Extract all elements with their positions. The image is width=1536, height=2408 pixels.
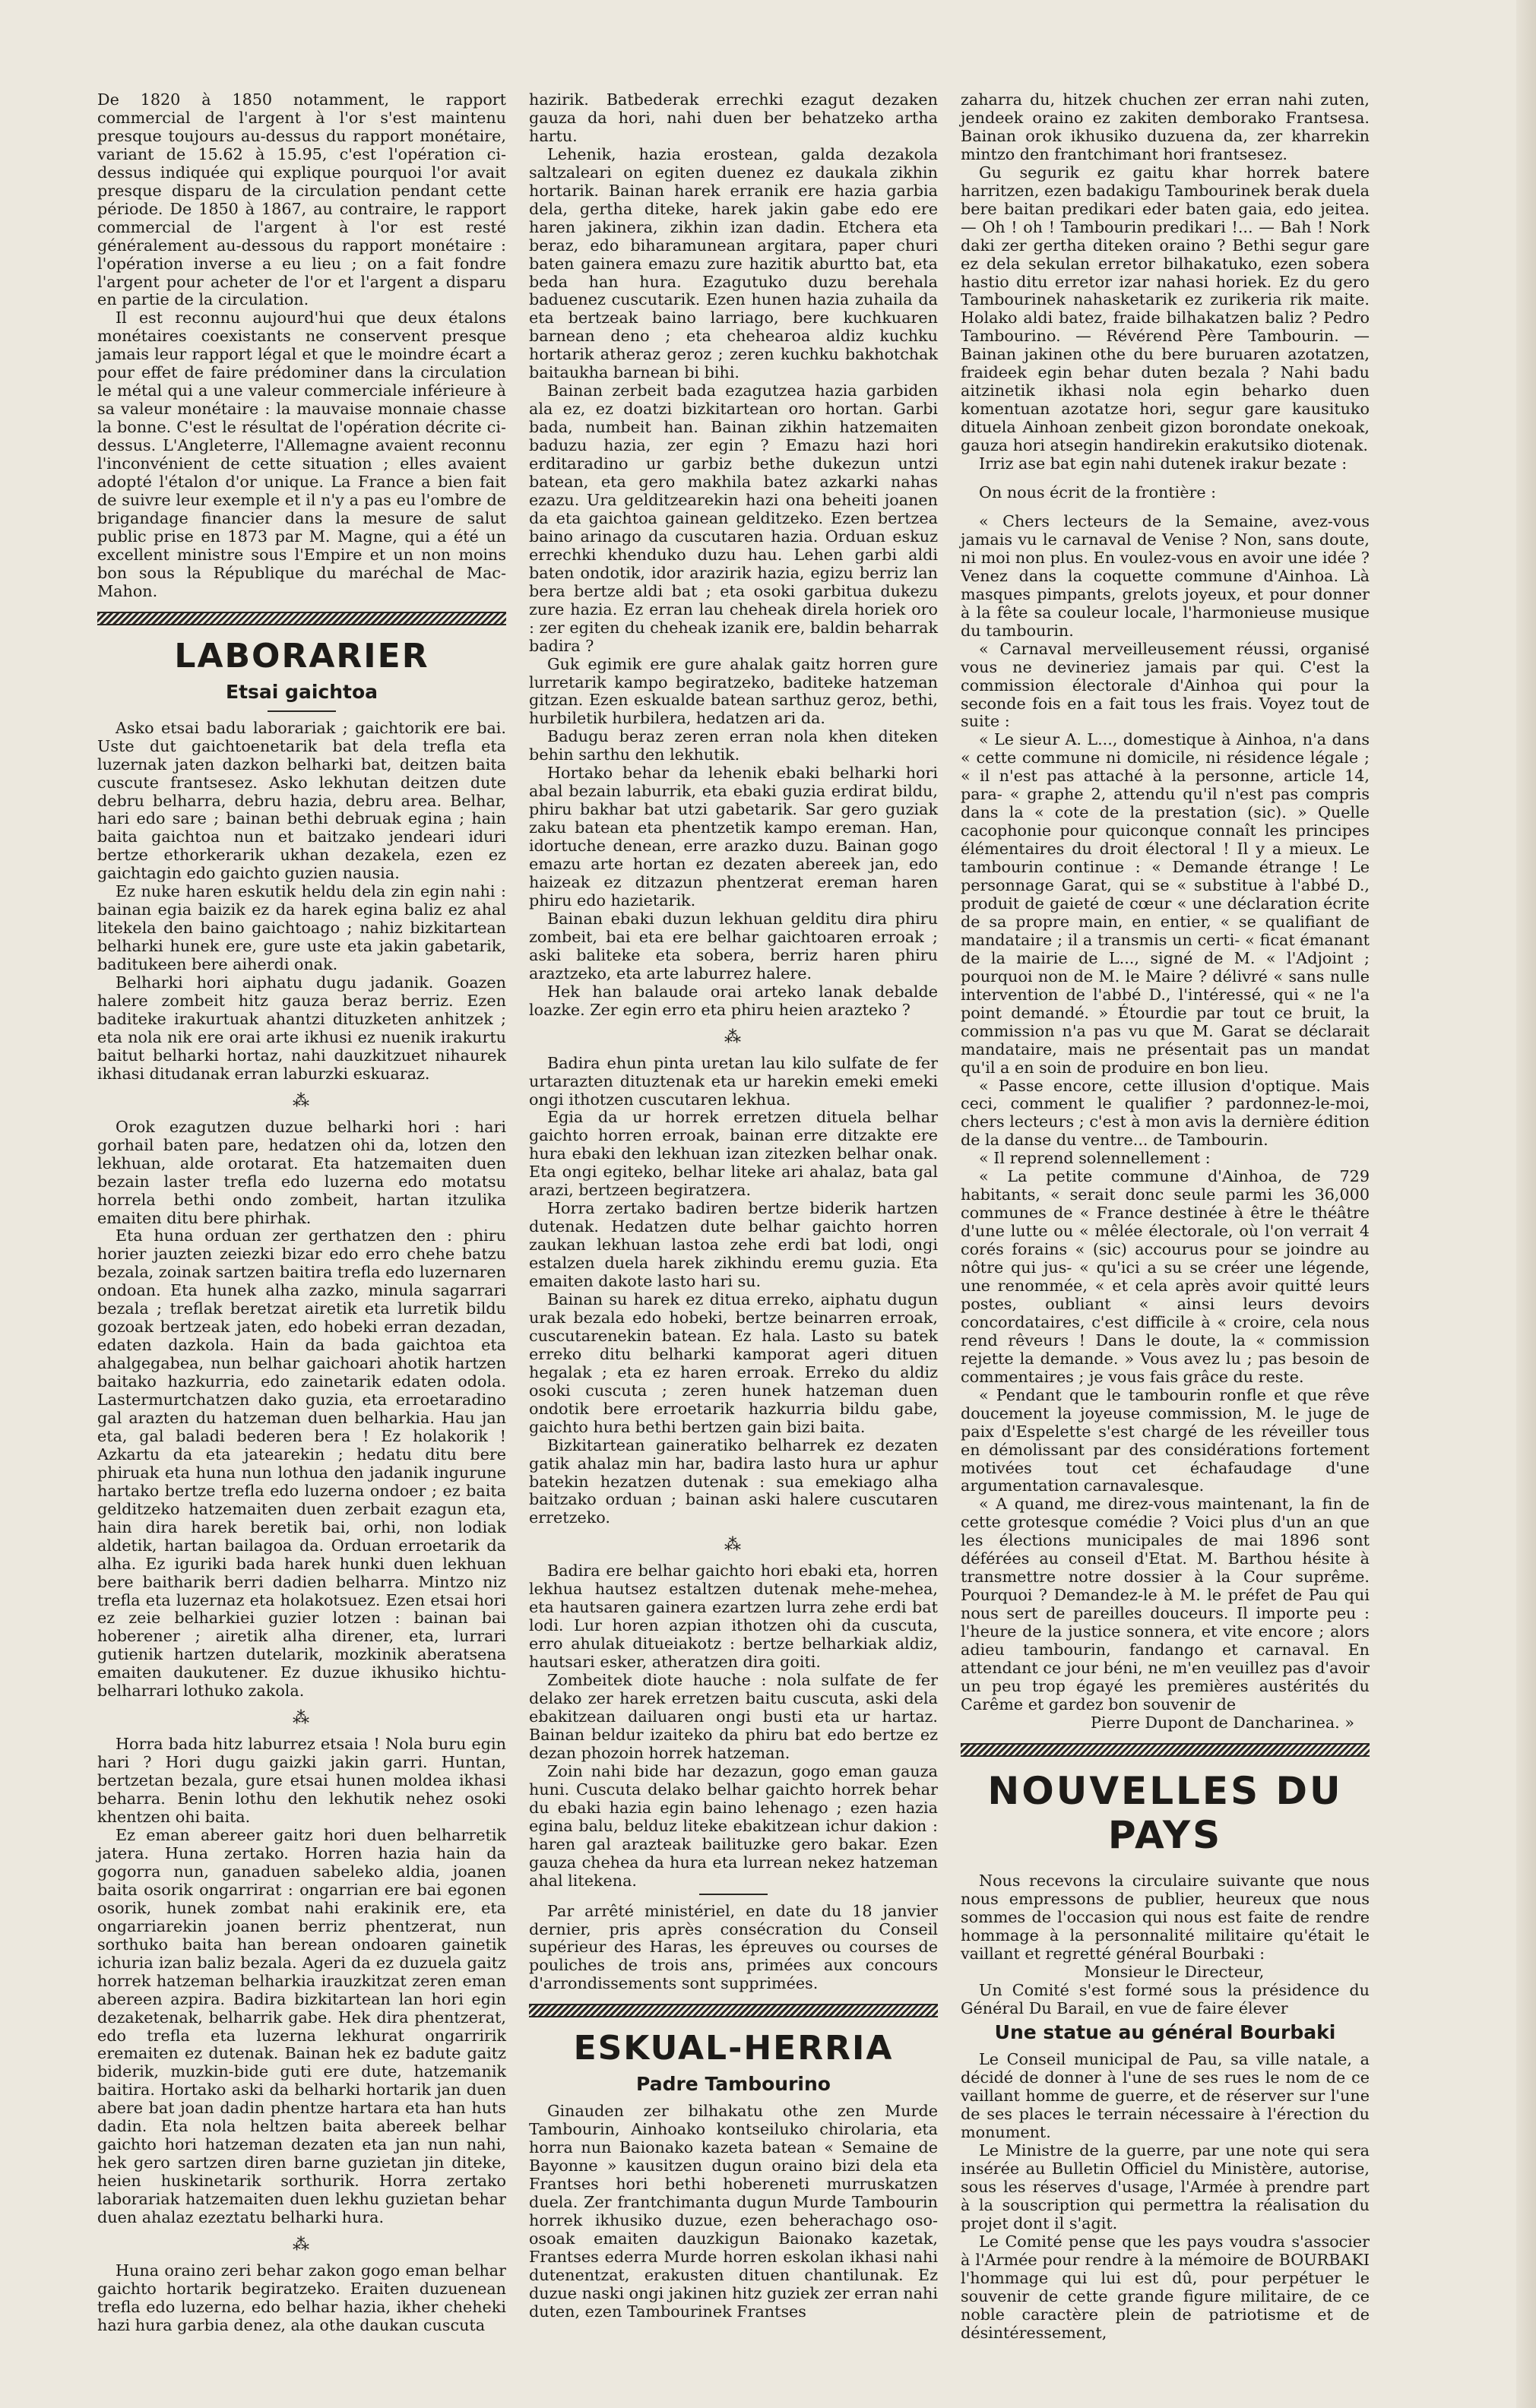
article-subheading: Padre Tambourino bbox=[636, 2073, 831, 2096]
paragraph: « Il reprend solennellement : bbox=[979, 1149, 1211, 1168]
column-middle bbox=[529, 91, 938, 2321]
paragraph: Bizkitartean gaineratiko belharrek ez dezaten gatik ahalaz min har, badira lasto hura ur aphur batekin hezatzen dutenak : sua emekiago alha baitzako orduan ; bainan aski halere cuscutaren erretzeko. bbox=[529, 1435, 938, 1527]
paragraph: Bainan ebaki duzun lekhuan gelditu dira phiru zombeit, bai eta ere belhar gaichtoaren erroak ; aski baliteke eta sobera, berriz haren phiru araztzeko, eta arte laburrez halere. bbox=[529, 909, 938, 983]
paragraph: On nous écrit de la frontière : bbox=[979, 483, 1217, 502]
short-divider bbox=[268, 710, 336, 712]
paragraph: De 1820 à 1850 notamment, le rapport commercial de l'argent à l'or s'est maintenu presque toujours au-dessus du rapport monétaire, variant de 15.62 à 15.95, c'est l'opération ci-dessus indiquée qui explique pourquoi l'or avait presque disparu de la circulation pendant cette période. De 1850 à 1867, au contraire, le rapport commercial de l'argent à l'or est resté généralement au-dessous du rapport monétaire : l'opération inverse a eu lieu ; on a fait fondre l'argent pour acheter de l'or et l'argent a disparu en partie de la circulation. bbox=[97, 90, 506, 309]
paragraph: Horra bada hitz laburrez etsaia ! Nola buru egin hari ? Hori dugu gaizki jakin garri. Huntan, bertzetan bezala, gure etsai hunen moldea ikhasi beharra. Benin lothu den lekhutik nehez osoki khentzen ohi baita. bbox=[97, 1735, 506, 1827]
asterism: ⁂ bbox=[293, 2235, 311, 2255]
paragraph: Badugu beraz zeren erran nola khen diteken behin sarthu den lekhutik. bbox=[529, 727, 938, 764]
paragraph: Lehenik, hazia erostean, galda dezakola saltzaleari on egiten duenez ez daukala zikhin hortarik. Bainan harek erranik ere hazia garbia dela, gertha diteke, harek jakin gabe edo ere haren jakinera, zikhin izan dadin. Etchera eta beraz, edo biharamunean argitara, paper churi baten gainera emazu zure hazitik aburtto bat, eta beda han hura. Ezagutuko duzu berehala baduenez cuscutarik. Ezen hunen hazia zuhaila da eta bertzeak baino larriago, bere kuchkuaren barnean deno ; eta chehearoa aldiz kuchku hortarik atheraz geroz ; zeren kuchku bakhotchak baitaukha barnean bi bihi. bbox=[529, 144, 938, 382]
paragraph: Badira ehun pinta uretan lau kilo sulfate de fer urtarazten dituztenak eta ur harekin emeki emeki ongi ithotzen cuscutaren lekhua. bbox=[529, 1053, 938, 1109]
asterism: ⁂ bbox=[724, 1536, 743, 1555]
paragraph: Ez eman abereer gaitz hori duen belharretik jatera. Huna zertako. Horren hazia hain da gogorra nun, ganaduen sabeleko aldia, joanen baita osorik ongarrirat : ongarrian ere bai egonen osorik, hunek zombat nahi erakinik ere, eta ongarriarekin joanen berriz phentzerat, nun sorthuko baita han berean ondoaren gainetik ichuria izan baliz bezala. Ageri da ez duzuela gaitz horrek hatzeman belharkia irauzkitzat zeren eman abereen azpira. Badira bizkitartean lan hori egin dezaketenak, belharrik gabe. Hek dira phentzerat, edo trefla eta luzerna lekhurat ongarririk eremaiten ez dutenak. Bainan hek ez badute gaitz biderik, muzkin-bide guti ere dute, hatzemanik baitira. Hortako aski da belharki hortarik jan duen abere bat joan dadin phentze hartara eta han huts dadin. Eta nola heltzen baita abereek belhar gaichto hori hatzeman dezaten eta jan nun nahi, hek gero sartzen diren barne guzietan jin diteke, heien huskinetarik sorthurik. Horra zertako laborariak hatzemaiten duen lekhu guzietan behar duen ahalaz ezeztatu belharki hura. bbox=[97, 1826, 506, 2227]
paragraph: Zoin nahi bide har dezazun, gogo eman gauza huni. Cuscuta delako belhar gaichto horrek behar du ebaki hazia egin baino lehenago ; ezen hazia egina balu, belduz liteke ebakitzean ichur dakion : haren gal arazteak bailituzke gero bakar. Ezen gauza chehea da hura eta lurrean nekez hatzeman ahal litekena. bbox=[529, 1761, 938, 1890]
paragraph: hazirik. Batbederak errechki ezagut dezaken gauza da hori, nahi duen ber behatzeko artha hartu. bbox=[529, 90, 938, 145]
paragraph: Irriz ase bat egin nahi dutenek irakur bezate : bbox=[979, 454, 1348, 473]
paragraph: Le Comité pense que les pays voudra s'associer à l'Armée pour rendre à la mémoire de BOURBAKI l'hommage qui lui est dû, pour perpétuer le souvenir de cette grande figure militaire, de ce noble caractère plein de patriotisme et de désintéressement, bbox=[961, 2232, 1370, 2342]
paragraph: « Chers lecteurs de la Semaine, avez-vous jamais vu le carnaval de Venise ? Non, sans doute, ni moi non plus. En voulez-vous en avoir une idée ? Venez dans la coquette commune d'Ainhoa. Là masques pimpants, grelots joyeux, et pour donner à la fête sa couleur locale, l'harmonieuse musique du tambourin. bbox=[961, 511, 1370, 640]
paragraph: Un Comité s'est formé sous la présidence du Général Du Barail, en vue de faire élever bbox=[961, 1980, 1370, 2017]
paragraph: Belharki hori aiphatu dugu jadanik. Goazen halere zombeit hitz gauza beraz berriz. Ezen baditeke irakurtuak ahantzi dituzketen anhitzek ; eta nola nik ere orai arte ikhusi ez nuenik irakurtu baitut belharki hortaz, nahi dauzkitzuet nihaurek ikhasi ditudanak erran laburzki eskuaraz. bbox=[97, 973, 506, 1083]
paragraph: Orok ezagutzen duzue belharki hori : hari gorhail baten pare, hedatzen ohi da, lotzen den lekhuan, alde orotarat. Eta hatzemaiten duen bezain laster trefla edo luzerna edo motatsu horrela bethi ondo zombeit, hartan itzulika emaiten ditu bere phirhak. bbox=[97, 1117, 506, 1227]
paragraph: Nous recevons la circulaire suivante que nous nous empressons de publier, heureux que nous sommes de l'occasion qui nous est faite de rendre hommage à la personnalité militaire qu'était le vaillant et regretté général Bourbaki : bbox=[961, 1871, 1370, 1963]
paragraph: Asko etsai badu laborariak ; gaichtorik ere bai. Uste dut gaichtoenetarik bat dela trefla eta luzernak jaten dazkon belharki bat, deitzen baita cuscute frantsesez. Asko lekhutan deitzen dute debru belharra, debru hazia, debru area. Belhar, hari edo sare ; bainan bethi debruak egina ; hain baita gaichtoa nun et baitzako jendeari iduri bertze ethorkerarik ukhan dezakela, ezen ez gaichtagin edo gaichto guzien nausia. bbox=[97, 718, 506, 883]
paragraph: « Carnaval merveilleusement réussi, organisé vous ne devineriez jamais par qui. C'est la commission électorale d'Ainhoa qui pour la seconde fois en a fait tous les frais. Voyez tout de suite : bbox=[961, 639, 1370, 731]
asterism: ⁂ bbox=[724, 1027, 743, 1047]
paragraph: Horra zertako badiren bertze biderik hartzen dutenak. Hedatzen dute belhar gaichto horren zaukan lekhuan lastoa zehe erdi bat lodi, ongi estalzen duela harek zikhindu eremu guzia. Eta emaiten dakote lasto hari su. bbox=[529, 1199, 938, 1291]
column-right bbox=[961, 91, 1370, 2343]
paragraph: Eta huna orduan zer gerthatzen den : phiru horier jauzten zeiezki bizar edo erro chehe batzu bezala, zoinak sartzen baitira trefla edo luzernaren ondoan. Eta hunek alha zazko, minula sagarrari bezala ; treflak beretzat airetik eta lurretik bildu gozoak bertzeak jaten, edo hobeki erran dezadan, edaten dazkola. Hain da bada gaichtoa eta ahalgegabea, nun belhar gaichoari ahotik hartzen baitako hazkurria, edo zainetarik edaten odola. Lastermurtchatzen dako guzia, eta erroetaradino gal arazten du hatzeman duen belharkia. Hau jan eta, gal baladi bederen bera ! Ez holakorik ! Azkartu da eta jatearekin ; hedatu ditu bere phiruak eta huna nun lothua den jadanik ingurune hartako bertze trefla edo luzerna ondoer ; ez baita gelditzeko hatzemaiten duen zerbait ezagun eta, hain dira harek beretik bai, orhi, non lodiak aldetik, hartan bailagoa da. Orduan erroetarik da alha. Ez iguriki bada harek hunki duen lekhuan bere baitharik berri dadien belharra. Mintzo niz trefla eta luzernaz eta holakotsuez. Ezen etsai hori ez zeie belharkiei guzier lotzen : bainan bai hoberener ; airetik alha direner, eta, lurrari gutienik hartzen dutelarik, mozkinik aberatsena emaiten daukutener. Ez duzue ikhusiko hichtu-belharrari lothuko zakola. bbox=[97, 1226, 506, 1701]
paragraph: Il est reconnu aujourd'hui que deux étalons monétaires coexistants ne conservent presque jamais leur rapport légal et que le moindre écart a pour effet de faire prédominer dans la circulation le métal qui a une valeur commerciale inférieure à sa valeur monétaire : la mauvaise monnaie chasse la bonne. C'est le résultat de l'opération décrite ci-dessus. L'Angleterre, l'Allemagne avaient reconnu l'inconvénient de cette situation ; elles avaient adopté l'étalon d'or unique. La France a bien fait de suivre leur exemple et il n'y a pas eu l'ombre de brigandage financier dans la mesure de salut public prise en 1873 par M. Magne, qui a été un excellent ministre sous l'Empire et un non moins bon sous la République du maréchal de Mac-Mahon. bbox=[97, 309, 506, 600]
paragraph: Le Conseil municipal de Pau, sa ville natale, a décidé de donner à l'une de ses rues le nom de ce vaillant homme de guerre, et de réserver sur l'une de ses places le terrain nécessaire à l'érection du monument. bbox=[961, 2050, 1370, 2142]
paragraph: Bainan zerbeit bada ezagutzea hazia garbiden ala ez, ez doatzi bizkitartean oro hortan. Garbi bada, numbeit han. Bainan zikhin hatzemaiten baduzu hazia, zer egin ? Emazu hazi hori erditaradino ur garbiz bethe dukezun untzi batean, eta gero makhila batez azkarki nahas ezazu. Ura gelditzearekin hazi ona beheiti joanen da eta gaichtoa gainean gelditzeko. Ezen bertzea baino arinago da cuscutaren hazia. Orduan eskuz errechki khenduko duzu hau. Lehen garbi aldi baten ondotik, idor arazirik hazia, egizu berriz lan bera bertze aldi bat ; eta osoki garbitua dukezu zure hazia. Ez erran lau cheheak direla horiek oro : zer egiten du cheheak izanik ere, baldin beharrak badira ? bbox=[529, 381, 938, 655]
paragraph: « La petite commune d'Ainhoa, de 729 habitants, « serait donc seule parmi les 36,000 communes de « France destinée à être le théâtre d'une lutte ou « mêlée électorale, où l'on verrait 4 corés forains « (sic) accourus pour se joindre au nôtre qui jus- « qu'ici a su se créer une légende, une renommée, « et cela après avoir quitté leurs postes, oubliant « ainsi leurs devoirs concordataires, c'est difficile à « croire, cela nous rend rêveurs ! Dans le doute, la « commission rejette la demande. » Vous avez lu ; pas besoin de commentaires ; je vous fais grâce du reste. bbox=[961, 1167, 1370, 1386]
paragraph: Hek han balaude orai arteko lanak debalde loazke. Zer egin erro eta phiru heien arazteko ? bbox=[529, 982, 938, 1019]
paragraph: Par arrêté ministériel, en date du 18 janvier dernier, pris après consécration du Conseil supérieur des Haras, les épreuves ou courses de pouliches de trois ans, primées aux concours d'arrondissements sont supprimées. bbox=[529, 1901, 938, 1993]
paragraph: Ginauden zer bilhakatu othe zen Murde Tambourin, Ainhoako kontseiluko chirolaria, eta horra nun Baionako kazeta batean « Semaine de Bayonne » kausitzen dugun oraino bizi dela eta Frantses hori bethi hobereneti murruskatzen duela. Zer frantchimanta dugun Murde Tambourin horrek ikhusiko duzue, ezen beherachago oso-osoak emaiten dauzkigun Baionako kazetak, Frantses ederra Murde horren eskolan ikhasi nahi dutenentzat, erakusten dituen chantilunak. Ez duzue naski ongi jakinen hitz guziek zer erran nahi duten, ezen Tambourinek Frantses bbox=[529, 2102, 938, 2321]
section-divider bbox=[529, 2004, 938, 2017]
asterism: ⁂ bbox=[293, 1709, 311, 1729]
section-heading-eskual-herria: ESKUAL-HERRIA bbox=[573, 2029, 894, 2068]
section-heading-nouvelles-du-pays: NOUVELLES DU PAYS bbox=[987, 1768, 1343, 1857]
paragraph: « Le sieur A. L..., domestique à Ainhoa, n'a dans « cette commune ni domicile, ni résidence légale ; « il n'est pas attaché à la personne, article 14, para- « graphe 2, attendu qu'il n'est pas compris dans la « cote de la prestation (sic). » Quelle cacophonie pour quiconque connaît les principes élémentaires du droit électoral ! Il y a mieux. Le tambourin continue : « Demande étrange ! Le personnage Garat, qui se « substitue à l'abbé D., produit de gaieté de cœur « une déclaration écrite de sa propre main, en entier, « se qualifiant de mandataire ; il a transmis un certi- « ficat émanant de la mairie de L..., signé de M. « l'Adjoint ; pourquoi non de M. le Maire ? délivré « sans nulle intervention de l'abbé D., l'intéressé, qui « ne l'a point demandé. » Étourdie par tout ce bruit, la commission n'a pas vu que M. Garat se déclarait mandataire, mais ne présentait pas un mandat qu'il a en soin de produire en bon lieu. bbox=[961, 730, 1370, 1077]
signature: Pierre Dupont de Dancharinea. » bbox=[1091, 1713, 1354, 1732]
paragraph: « Pendant que le tambourin ronfle et que rêve doucement la joyeuse commission, M. le juge de paix d'Espelette s'est chargé de les réveiller tous en démolissant par des considérations fortement motivées tout cet échafaudage d'une argumentation carnavalesque. bbox=[961, 1385, 1370, 1495]
paragraph: « A quand, me direz-vous maintenant, la fin de cette grotesque comédie ? Voici plus d'un an que les élections municipales de mai 1896 sont déférées au conseil d'Etat. M. Barthou hésite à transmettre notre dossier à la Cour suprême. Pourquoi ? Demandez-le à M. le préfet de Pau qui nous sert de pareilles douceurs. Il importe peu : l'heure de la justice sonnera, et vite encore ; alors adieu tambourin, fandango et carnaval. En attendant ce jour béni, ne m'en veuillez pas d'avoir un peu trop égayé les premières austérités du Carême et gardez bon souvenir de bbox=[961, 1495, 1370, 1713]
article-subheading: Une statue au général Bourbaki bbox=[994, 2021, 1336, 2044]
paragraph: Egia da ur horrek erretzen dituela belhar gaichto horren erroak, bainan erre ditzakte ere hura ebaki den lekhuan izan zitezken belhar onak. Eta ongi egiteko, belhar liteke ari ahalaz, bata gal arazi, bertzeen begiratzera. bbox=[529, 1108, 938, 1200]
paragraph: Guk egimik ere gure ahalak gaitz horren gure lurretarik kampo begiratzeko, baditeke hatzeman gitzan. Ezen eskualde batean sarthuz geroz, bethi, hurbiletik hurbilera, hedatzen ari da. bbox=[529, 654, 938, 728]
paragraph: Ez nuke haren eskutik heldu dela zin egin nahi : bainan egia baizik ez da harek egina baliz ez ahal litekela den baino gaichtoago ; nahiz bizkitartean belharki hunek ere, gure uste eta jakin gabetarik, baditukeen bere aiherdi onak. bbox=[97, 882, 506, 974]
paragraph: Le Ministre de la guerre, par une note qui sera insérée au Bulletin Officiel du Ministère, autorise, sous les réserves d'usage, l'Armée à prendre part à la souscription qui permettra la réalisation du projet dont il s'agit. bbox=[961, 2141, 1370, 2233]
section-heading-laborarier: LABORARIER bbox=[174, 636, 429, 676]
short-divider bbox=[699, 1894, 768, 1895]
paragraph: « Passe encore, cette illusion d'optique. Mais ceci, comment le qualifier ? pardonnez-le-moi, chers lecteurs ; c'est à mon avis la dernière édition de la danse du ventre... de Tambourin. bbox=[961, 1076, 1370, 1150]
paragraph: Gu segurik ez gaitu khar horrek batere harritzen, ezen badakigu Tambourinek berak duela bere baitan predikari eder baten gaia, edo jeitea. — Oh ! oh ! Tambourin predikari !... — Bah ! Nork daki zer gertha diteken oraino ? Bethi segur gare ez dela sekulan erretor bilhakatuko, ezen sobera hastio ditu erretor izar nahasi horiek. Ez du gero Tambourinek nahasketarik ez zurikeria rik maite. Holako aldi batez, fraide bilhakatzen baliz ? Pedro Tambourino. — Révérend Père Tambourin. — Bainan jakinen othe du bere buruaren azotatzen, fraideek egin behar duten bezala ? Nahi badu aitzinetik ikhasi nola egin beharko duen komentuan azotatze hori, segur gare kausituko dituela Ainhoan zenbeit gizon borondate onekoak, gauza hori atsegin handirekin erakutsiko diotenak. bbox=[961, 163, 1370, 455]
paragraph: Zombeitek diote hauche : nola sulfate de fer delako zer harek erretzen baitu cuscuta, aski dela ebakitzean dailuaren ongi busti eta ur hartaz. Bainan beldur izaiteko da phiru bat edo bertze ez dezan phozoin horrek hatzeman. bbox=[529, 1671, 938, 1762]
paragraph: zaharra du, hitzek chuchen zer erran nahi zuten, jendeek oraino ez zakiten demborako Frantsesa. Bainan orok ikhusiko duzuena da, zer kharrekin mintzo den frantchimant hori frantsesez. bbox=[961, 90, 1370, 163]
article-subheading: Etsai gaichtoa bbox=[226, 680, 378, 703]
section-divider bbox=[97, 612, 506, 625]
column-left bbox=[97, 91, 506, 2335]
paragraph: Huna oraino zeri behar zakon gogo eman belhar gaichto hortarik begiratzeko. Eraiten duzuenean trefla edo luzerna, edo belhar hazia, ikher cheheki hazi hura garbia denez, ala othe daukan cuscuta bbox=[97, 2261, 506, 2334]
paragraph: Hortako behar da lehenik ebaki belharki hori abal bezain laburrik, eta ebaki guzia erdirat bildu, phiru bakhar bat utzi gabetarik. Sar gero guziak zaku batean eta phentzetik kampo ereman. Han, idortuche denean, erre arazko duzu. Bainan gogo emazu arte hortan ez dezaten abereek jan, edo haizeak ez ditzazun phentzerat ereman haren phiru edo hazietarik. bbox=[529, 764, 938, 910]
salutation: Monsieur le Directeur, bbox=[1084, 1962, 1265, 1981]
paragraph: Badira ere belhar gaichto hori ebaki eta, horren lekhua hautsez estaltzen dutenak mehe-mehea, eta hautsaren gainera ezartzen lurra zehe erdi bat lodi. Lur horen azpian ithotzen ohi da cuscuta, erro ahulak ditueiakotz : bertze belharkiak aldiz, hautsari esker, atheratzen dira goiti. bbox=[529, 1562, 938, 1672]
asterism: ⁂ bbox=[293, 1091, 311, 1111]
paragraph: Bainan su harek ez ditua erreko, aiphatu dugun urak bezala edo hobeki, bertze beinarren erroak, cuscutarenekin batean. Ez hala. Lasto su batek erreko ditu belharki kamporat ageri dituen hegalak ; eta ez haren erroak. Erreko du aldiz osoki cuscuta ; zeren hunek hatzeman duen ondotik bere erroetarik hazkurria bildu gabe, gaichto hura bethi bertzen gain bizi baita. bbox=[529, 1290, 938, 1436]
section-divider bbox=[961, 1743, 1370, 1757]
